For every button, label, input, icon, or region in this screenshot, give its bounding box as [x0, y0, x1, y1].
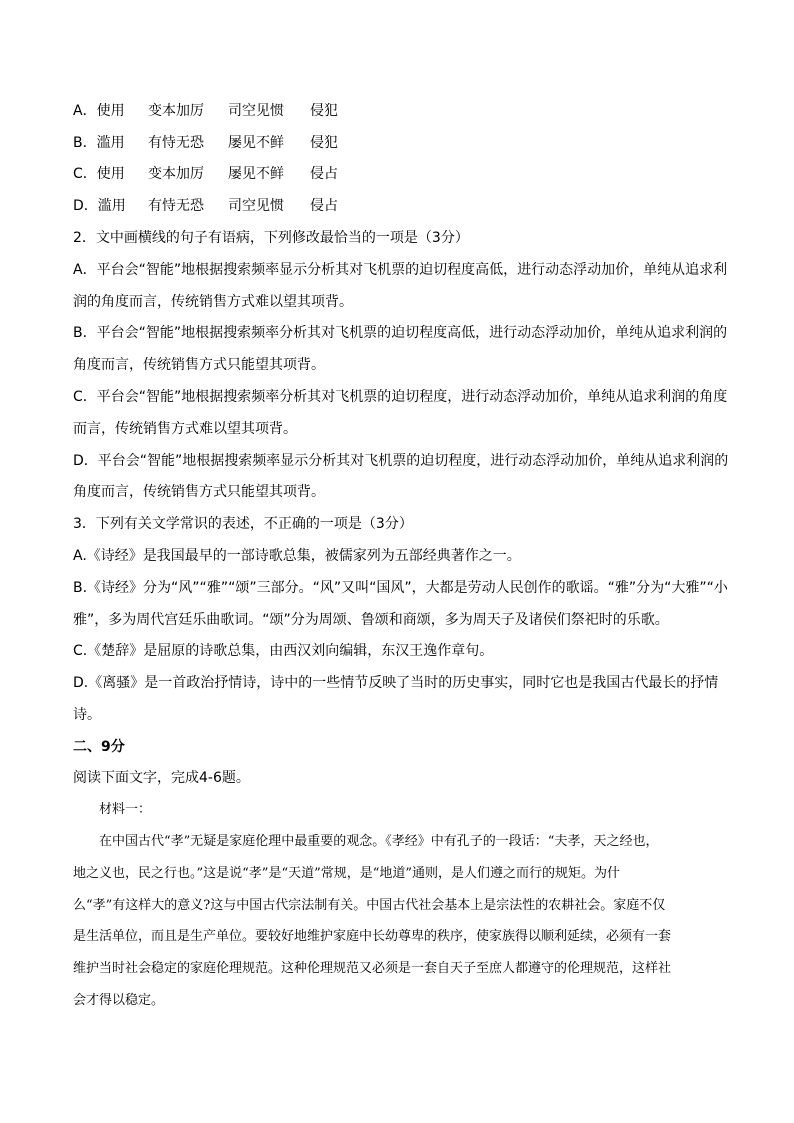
material-paragraph-line: 么“孝”有这样大的意义?这与中国古代宗法制有关。中国古代社会基本上是宗法性的农耕社会。家庭不仅: [73, 898, 666, 913]
material-paragraph-line: 在中国古代“孝”无疑是家庭伦理中最重要的观念。《孝经》中有孔子的一段话：“夫孝，天之经也，: [99, 834, 659, 849]
option-letter: D．滥用: [73, 198, 126, 214]
q2-option-c-line2: 而言，传统销售方式难以望其项背。: [73, 421, 297, 437]
q2-option-b-line2: 角度而言，传统销售方式只能望其项背。: [73, 357, 325, 373]
section-heading: 二、9分: [73, 739, 125, 755]
option-word: 侵犯: [310, 103, 338, 119]
q3-option-b-line1: B.《诗经》分为“风”“雅”“颂”三部分。“风”又叫“国风”，大都是劳动人民创作的歌谣。“雅”分为“大雅”“小: [73, 580, 728, 596]
q2-option-a-line2: 润的角度而言，传统销售方式难以望其项背。: [73, 294, 353, 310]
option-word: 司空见惯: [228, 103, 284, 119]
option-word: 司空见惯: [228, 198, 284, 214]
option-word: 侵占: [310, 198, 338, 214]
q2-option-d-line2: 角度而言，传统销售方式只能望其项背。: [73, 484, 325, 500]
q2-option-a-line1: A．平台会“智能”地根据搜索频率显示分析其对飞机票的迫切程度高低，进行动态浮动加价，单纯从追求利: [73, 262, 728, 278]
reading-instruction: 阅读下面文字，完成4-6题。: [73, 770, 250, 786]
option-letter: B．滥用: [73, 135, 125, 151]
option-word: 有恃无恐: [148, 198, 204, 214]
option-word: 侵占: [310, 166, 338, 182]
q2-stem: 2．文中画横线的句子有语病，下列修改最恰当的一项是（3分）: [73, 230, 469, 246]
option-word: 屡见不鲜: [228, 135, 284, 151]
q3-stem: 3．下列有关文学常识的表述，不正确的一项是（3分）: [73, 516, 413, 532]
material-paragraph-line: 会才得以稳定。: [73, 993, 165, 1008]
q3-option-d-line1: D.《离骚》是一首政治抒情诗，诗中的一些情节反映了当时的历史事实，同时它也是我国古代最长的抒情: [73, 675, 719, 691]
material-paragraph-line: 维护当时社会稳定的家庭伦理规范。这种伦理规范又必须是一套自天子至庶人都遵守的伦理规范，这样社: [73, 961, 672, 976]
option-letter: A．使用: [73, 103, 125, 119]
option-letter: C．使用: [73, 166, 125, 182]
q2-option-c-line1: C．平台会“智能”地根据搜索频率分析其对飞机票的迫切程度，进行动态浮动加价，单纯从追求利润的角度: [73, 389, 728, 405]
q3-option-b-line2: 雅”，多为周代宫廷乐曲歌词。“颂”分为周颂、鲁颂和商颂，多为周天子及诸侯们祭祀时的乐歌。: [73, 612, 669, 628]
q3-option-d-line2: 诗。: [73, 707, 101, 723]
material-paragraph-line: 是生活单位，而且是生产单位。要较好地维护家庭中长幼尊卑的秩序，使家族得以顺利延续，必须有一套: [73, 929, 672, 944]
material-paragraph-line: 地之义也，民之行也。”这是说“孝”是“天道”常规，是“地道”通则，是人们遵之而行的规矩。为什: [73, 866, 621, 881]
option-word: 变本加厉: [148, 166, 204, 182]
option-word: 变本加厉: [148, 103, 204, 119]
q3-option-c: C.《楚辞》是屈原的诗歌总集，由西汉刘向编辑，东汉王逸作章句。: [73, 643, 494, 659]
option-word: 有恃无恐: [148, 135, 204, 151]
material-label: 材料一：: [99, 802, 152, 817]
q2-option-b-line1: B．平台会“智能”地根据搜索频率分析其对飞机票的迫切程度高低，进行动态浮动加价，单纯从追求利润的: [73, 325, 728, 341]
option-word: 侵犯: [310, 135, 338, 151]
q2-option-d-line1: D．平台会“智能”地根据搜索频率显示分析其对飞机票的迫切程度，进行动态浮动加价，单纯从追求利润的: [73, 453, 729, 469]
option-word: 屡见不鲜: [228, 166, 284, 182]
q3-option-a: A.《诗经》是我国最早的一部诗歌总集，被儒家列为五部经典著作之一。: [73, 548, 521, 564]
